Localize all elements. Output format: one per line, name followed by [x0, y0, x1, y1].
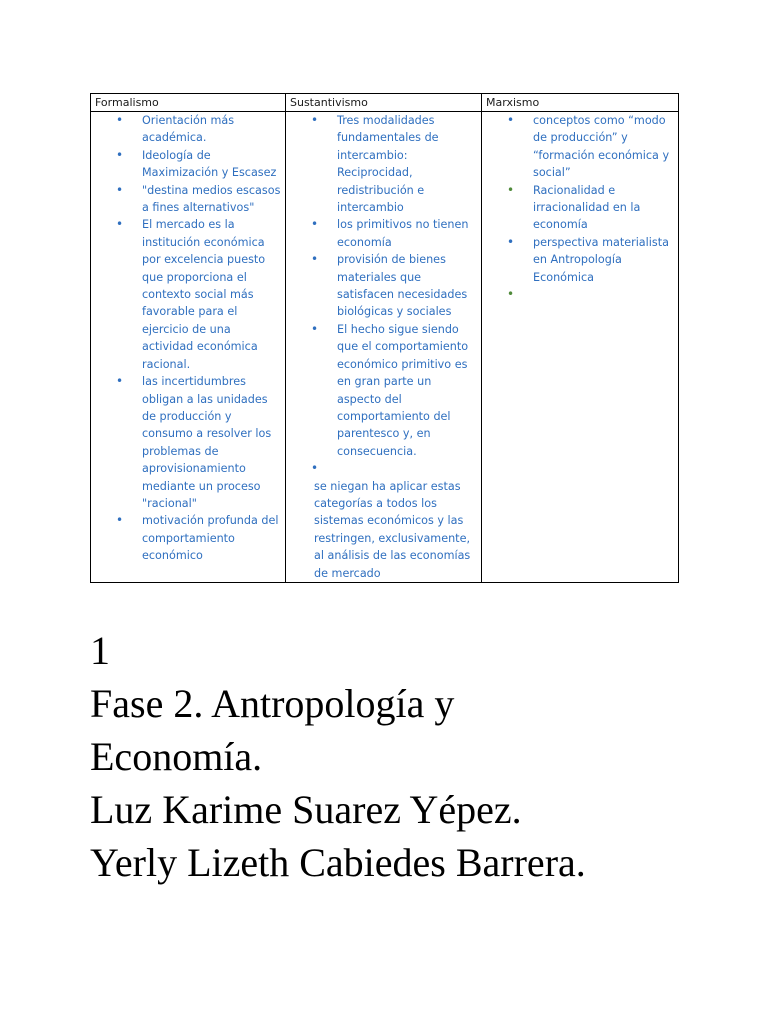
sustantivismo-cell	[286, 112, 482, 583]
list-item	[482, 182, 678, 234]
bullet-icon: •	[507, 113, 515, 127]
list-item-text: Orientación más académica.	[142, 114, 235, 145]
bullet-icon: •	[116, 113, 124, 127]
list-item-text: Ideología de Maximización y Escasez	[142, 148, 277, 180]
list-item-text: las incertidumbres obligan a las unidades de producción y consumo a resolver los problemas de aprovisionamiento mediante un proceso "racional"	[142, 375, 272, 510]
header-marxismo: Marxismo	[482, 94, 679, 112]
list-item-text: perspectiva materialista en Antropología Económica	[533, 235, 669, 284]
list-item-text	[533, 288, 537, 301]
table-row	[91, 112, 679, 583]
bullet-icon: •	[311, 321, 319, 336]
bullet-icon: •	[116, 147, 124, 162]
list-item-text: Tres modalidades fundamentales de intercambio: Reciprocidad, redistribución e intercambio	[337, 114, 439, 215]
list-item-text: El hecho sigue siendo que el comportamiento económico primitivo es en gran parte un aspecto del comportamiento del parentesco y, en consecuencia.	[337, 322, 469, 458]
list-item-text: conceptos como “modo de producción” y “formación económica y social”	[533, 114, 670, 180]
list-item	[286, 216, 481, 251]
list-item	[91, 512, 285, 564]
author-1: Luz Karime Suarez Yépez.	[90, 787, 522, 832]
formalismo-list	[91, 112, 285, 565]
list-item-text: motivación profunda del comportamiento económico	[142, 514, 279, 563]
page-title-line-1: Fase 2. Antropología y	[90, 681, 455, 726]
bullet-icon: •	[507, 182, 515, 197]
list-item	[91, 147, 285, 182]
list-item	[91, 112, 285, 147]
list-item-text: los primitivos no tienen economía	[337, 218, 469, 249]
list-item-text	[286, 462, 290, 475]
list-item-text: Racionalidad e irracionalidad en la economía	[533, 183, 641, 232]
bullet-icon: •	[116, 182, 124, 197]
bullet-icon: •	[507, 287, 515, 302]
bullet-icon: •	[311, 113, 319, 127]
list-item	[91, 216, 285, 373]
header-formalismo: Formalismo	[91, 94, 286, 112]
cover-text-block	[90, 624, 750, 889]
sustantivismo-list	[286, 112, 481, 478]
list-item	[91, 182, 285, 217]
author-2: Yerly Lizeth Cabiedes Barrera.	[90, 840, 586, 885]
list-item	[286, 460, 481, 477]
bullet-icon: •	[311, 217, 319, 232]
list-item	[91, 373, 285, 512]
list-item	[286, 321, 481, 460]
marxismo-list	[482, 112, 678, 303]
bullet-icon: •	[507, 234, 515, 249]
bullet-icon: •	[116, 513, 124, 528]
list-item	[482, 286, 678, 303]
header-sustantivismo: Sustantivismo	[286, 94, 482, 112]
list-item	[286, 251, 481, 321]
bullet-icon: •	[311, 252, 319, 267]
page-number: 1	[90, 628, 110, 673]
list-item-text: provisión de bienes materiales que satisfacen necesidades biológicas y sociales	[337, 253, 468, 319]
sustantivismo-extra-text: se niegan ha aplicar estas categorías a todos los sistemas económicos y las restringen, exclusivamente, al análisis de las economías de mercado	[314, 479, 471, 580]
marxismo-cell	[482, 112, 679, 583]
list-item	[482, 234, 678, 286]
list-item	[482, 112, 678, 182]
comparison-table	[90, 93, 679, 583]
bullet-icon: •	[116, 217, 124, 232]
bullet-icon: •	[311, 461, 319, 476]
page-title-line-2: Economía.	[90, 734, 263, 779]
table-header-row	[91, 94, 679, 112]
list-item-text: El mercado es la institución económica por excelencia puesto que proporciona el contexto social más favorable para el ejercicio de una actividad económica racional.	[142, 218, 266, 371]
formalismo-cell	[91, 112, 286, 583]
list-item-text: "destina medios escasos a fines alternativos"	[142, 183, 281, 215]
list-item	[286, 112, 481, 216]
bullet-icon: •	[116, 374, 124, 389]
